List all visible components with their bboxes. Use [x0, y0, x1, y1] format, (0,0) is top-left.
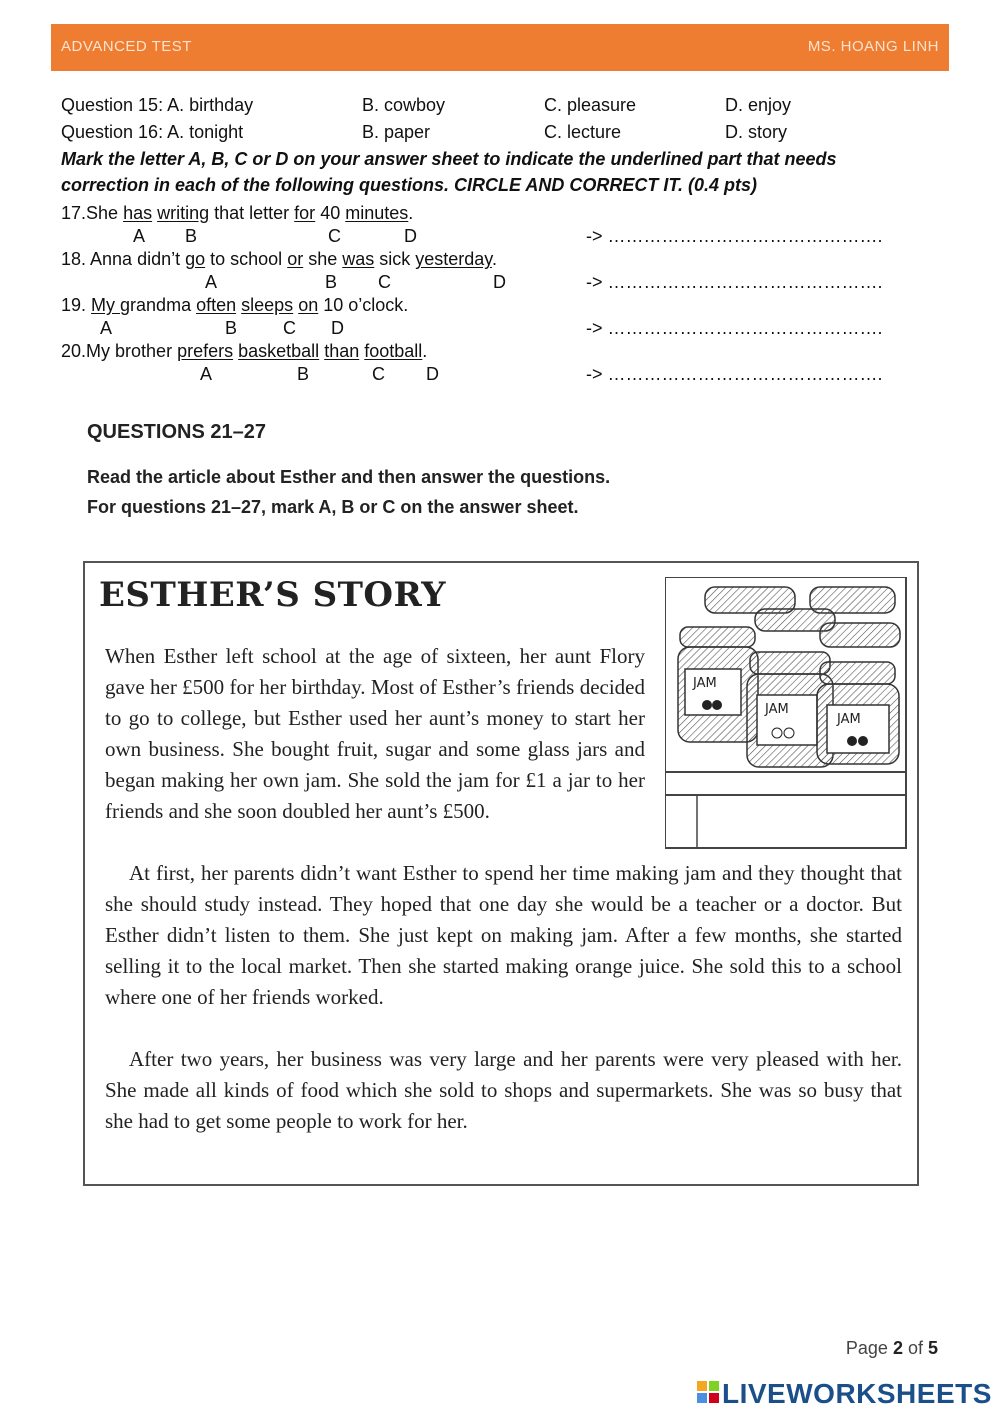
header-bar — [51, 24, 949, 71]
letter-d: D — [404, 226, 417, 246]
question-19 — [61, 295, 408, 316]
q19-underline-c[interactable]: sleeps — [241, 295, 294, 315]
q17-underline-c[interactable]: for — [294, 203, 316, 223]
question-20 — [61, 341, 427, 362]
q17-text: 40 — [315, 203, 346, 223]
story-box — [83, 561, 919, 1186]
q19-text: 10 o’clock. — [318, 295, 409, 315]
q17-text: . — [408, 203, 414, 223]
q19-answer-line[interactable]: -> ………………………………………. — [586, 318, 883, 338]
q19-underline-a[interactable]: My — [91, 295, 121, 315]
q19-number: 19. — [61, 295, 92, 315]
q18-text: Anna didn’t — [90, 249, 186, 269]
q20-text: My brother — [86, 341, 178, 361]
q17-text: that letter — [209, 203, 295, 223]
q15-option-a: Question 15: A. birthday — [61, 95, 254, 115]
q16-option-d: D. story — [725, 122, 788, 142]
question-17 — [61, 203, 413, 224]
q20-underline-b[interactable]: basketball — [238, 341, 320, 361]
q17-underline-a[interactable]: has — [123, 203, 153, 223]
q18-underline-b[interactable]: or — [287, 249, 304, 269]
letter-b: B — [325, 272, 338, 292]
q17-answer-line[interactable]: -> ………………………………………. — [586, 226, 883, 246]
letter-a: A — [100, 318, 113, 338]
letter-c: C — [378, 272, 391, 292]
instruction-line-2: correction in each of the following questions. CIRCLE AND CORRECT IT. (0.4 pts) — [61, 175, 758, 195]
q15-option-c: C. pleasure — [544, 95, 637, 115]
q19-underline-d[interactable]: on — [298, 295, 319, 315]
header-title: ADVANCED TEST — [61, 38, 192, 55]
letter-a: A — [133, 226, 146, 246]
current-page: 2 — [892, 1338, 903, 1358]
q18-text: sick — [374, 249, 416, 269]
instruction-line-1: Mark the letter A, B, C or D on your answer sheet to indicate the underlined part that needs — [61, 149, 837, 169]
reading-instruction-1: Read the article about Esther and then answer the questions. — [87, 467, 611, 487]
q17-number: 17. — [61, 203, 87, 223]
letter-b: B — [225, 318, 238, 338]
q19-underline-b[interactable]: often — [196, 295, 237, 315]
letter-d: D — [493, 272, 506, 292]
questions-heading: QUESTIONS 21–27 — [87, 421, 266, 443]
letter-c: C — [328, 226, 341, 246]
header-author: MS. HOANG LINH — [807, 38, 939, 55]
q18-answer-line[interactable]: -> ………………………………………. — [586, 272, 883, 292]
letter-b: B — [297, 364, 310, 384]
q17-text: She — [86, 203, 124, 223]
page-number — [846, 1338, 938, 1359]
q17-underline-d[interactable]: minutes — [345, 203, 409, 223]
jar-label-middle: JAM — [765, 702, 789, 717]
letter-c: C — [283, 318, 296, 338]
letter-d: D — [331, 318, 344, 338]
letter-d: D — [426, 364, 439, 384]
story-paragraph-3: After two years, her business was very large and her parents were very pleased with her. She made all kinds of food which she sold to shops and supermarkets. She was so busy that she had to get some people to work for her. — [105, 1047, 902, 1133]
q16-option-c: C. lecture — [544, 122, 622, 142]
page-word: Page — [845, 1338, 893, 1358]
q20-underline-c[interactable]: than — [324, 341, 360, 361]
q18-number: 18. — [61, 249, 91, 269]
liveworksheets-logo-icon — [697, 1381, 719, 1403]
jar-label-right: JAM — [837, 712, 861, 727]
q20-text: . — [422, 341, 428, 361]
page-of: of — [902, 1338, 928, 1358]
question-18 — [61, 249, 497, 270]
q16-option-b: B. paper — [362, 122, 431, 142]
jam-jars-illustration — [665, 577, 907, 849]
letter-a: A — [200, 364, 213, 384]
q16-option-a: Question 16: A. tonight — [61, 122, 244, 142]
jar-label-left: JAM — [693, 676, 717, 691]
q20-number: 20. — [61, 341, 87, 361]
story-paragraph-1: When Esther left school at the age of sixteen, her aunt Flory gave her £500 for her birthday. Most of Esther’s friends decided to go to college, but Esther used her aunt’s money to start her own business. She bought fruit, sugar and some glass jars and began making her own jam. She sold the jam for £1 a jar to her friends and she soon doubled her aunt’s £500. — [105, 644, 645, 823]
total-pages: 5 — [927, 1338, 938, 1358]
q20-answer-line[interactable]: -> ………………………………………. — [586, 364, 883, 384]
q18-underline-d[interactable]: yesterday — [415, 249, 492, 269]
q20-underline-d[interactable]: football — [364, 341, 423, 361]
q18-text: to school — [205, 249, 288, 269]
q18-underline-a[interactable]: go — [185, 249, 206, 269]
letter-a: A — [205, 272, 218, 292]
liveworksheets-logo[interactable]: LIVEWORKSHEETS — [722, 1378, 992, 1409]
q17-underline-b[interactable]: writing — [157, 203, 210, 223]
story-paragraph-2: At first, her parents didn’t want Esther to spend her time making jam and they thought that she should study instead. They hoped that one day she would be a teacher or a doctor. But Esther didn’t listen to them. She just kept on making jam. After a few months, she started selling it to the local market. Then she started making orange juice. She sold this to a school where one of her friends worked. — [105, 861, 902, 1009]
q18-text: she — [303, 249, 343, 269]
q15-option-b: B. cowboy — [362, 95, 446, 115]
reading-instruction-2: For questions 21–27, mark A, B or C on the answer sheet. — [87, 497, 579, 517]
story-title: ESTHER’S STORY — [99, 575, 447, 615]
q15-option-d: D. enjoy — [725, 95, 792, 115]
q20-underline-a[interactable]: prefers — [177, 341, 234, 361]
q18-text: . — [491, 249, 497, 269]
q18-underline-c[interactable]: was — [342, 249, 375, 269]
letter-c: C — [372, 364, 385, 384]
letter-b: B — [185, 226, 198, 246]
q19-text: grandma — [120, 295, 197, 315]
